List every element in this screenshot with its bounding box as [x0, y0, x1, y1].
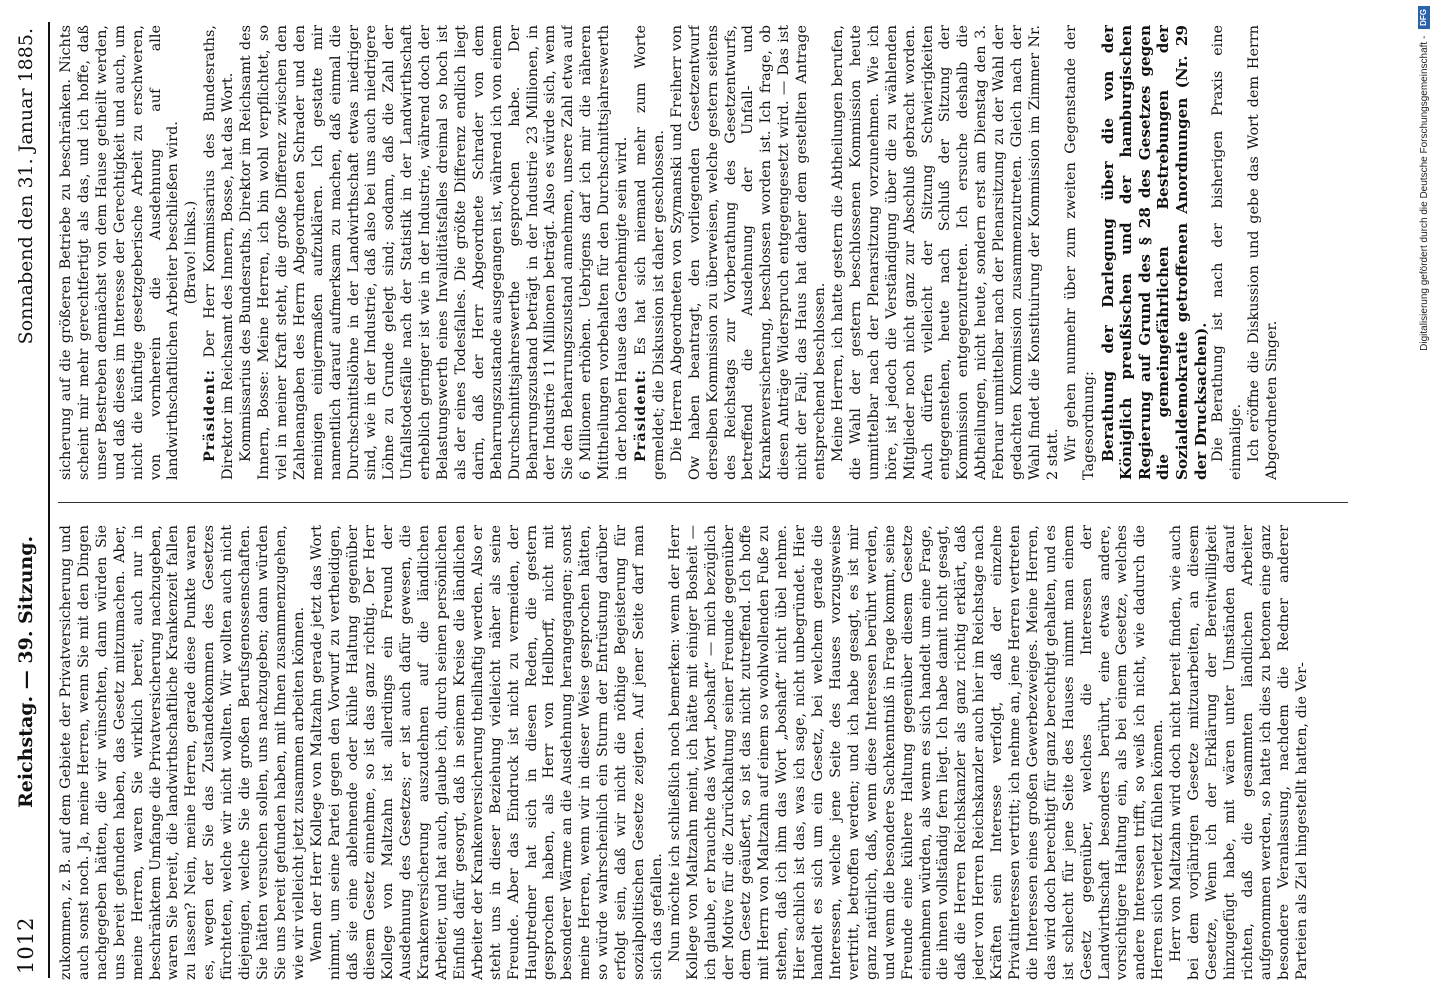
right-paragraph — [632, 25, 669, 480]
left-paragraph: Herr von Maltzahn wird doch nicht bereit finden, wie auch bei dem vorjährigen Gesetze mitzuarbeiten, an diesem Gesetze, Wenn ich der Erklärung der Bereitwilligkeit hinzugefügt habe, mit wären unter Umständen darauf richten, daß die gesammten ländlichen Arbeiter aufgenommen werden, so hatte ich dies zu betonen eine ganz besondere Veranlassung, nachdem die Redner anderer Parteien als Ziel hingestellt hatten, die Ver- — [1168, 525, 1310, 980]
left-paragraph: Nun möchte ich schließlich noch bemerken: wenn der Herr Kollege von Maltzahn meint, ich hätte mit einiger Bosheit — ich glaube, er brauchte das Wort „boshaft“ — mich bezüglich der Motive für die Zurückhaltung seiner Freunde gegenüber dem Gesetz geäußert, so ist das nicht zutreffend. Ich hoffe mit Herrn von Maltzahn auf einem so wohlwollenden Fuße zu stehen, daß ich ihm das Wort „boshaft“ nicht übel nehme. Hier sachlich ist das, was ich sage, nicht unbegründet. Hier handelt es sich um ein Gesetz, bei welchem gerade die Interessen, welche jene Seite des Hauses vorzugsweise vertritt, betroffen werden; und ich habe gesagt, es ist mir ganz natürlich, daß, wenn diese Interessen berührt werden, und wenn die besondere Sachkenntniß in Frage kommt, seine Freunde eine kühlere Haltung gegenüber diesem Gesetze einnehmen würden, als wenn es sich handelt um eine Frage, die ihnen vollständig fern liegt. Ich habe damit nicht gesagt, daß die Herren Reichskanzler als ganz richtig erklärt, daß jeder von Herren Reichskanzler auch hier im Reichstage nach Kräften sein Interesse verfolgt, daß der einzelne Privatinteressen vertritt; ich nehme an, jene Herren vertreten die Interessen eines großen Gewerbezweiges. Meine Herren, das wird doch berechtigt für ganz berechtigt gehalten, und es ist schlecht für jene Seite des Hauses nimmt man einem Gesetz gegenüber, welches die Interessen der Landwirthschaft besonders berührt, eine etwas andere, vorsichtigere Haltung ein, als bei einem Gesetze, welches andere Interessen trifft, so weiß ich nicht, wie dadurch die Herren sich verletzt fühlen können. — [666, 525, 1167, 980]
right-paragraph: Die Herren Abgeordneten von Szymanski und Freiherr von Ow haben beantragt, den vorliegenden Gesetzentwurf derselben Kommission zu überweisen, welche gestern seitens des Reichstags zur Vorberathung des Gesetzentwurfs, betreffend die Ausdehnung der Unfall- und Krankenversicherung, beschlossen worden ist. Ich frage, ob diesen Anträge Widerspruch entgegengesetzt wird. — Das ist nicht der Fall; das Haus hat daher dem gestellten Antrage entsprechend beschlossen. — [668, 25, 829, 480]
page-number: 1012 — [14, 916, 38, 974]
left-paragraph: Wenn der Herr Kollege von Maltzahn gerade jetzt das Wort nimmt, um seine Partei gegen den Vorwurf zu vertheidigen, daß sie eine ablehnende oder kühle Haltung gegenüber diesem Gesetz einnehme, so ist das ganz richtig. Der Herr Kollege von Maltzahn ist allerdings ein Freund der Ausdehnung des Gesetzes; er ist auch dafür gewesen, die Krankenversicherung auszudehnen auf die ländlichen Arbeiter, und hat auch, glaube ich, durch seinen persönlichen Einfluß dafür gesorgt, daß in seinem Kreise die ländlichen Arbeiter der Krankenversicherung theilhaftig werden. Also er steht uns in dieser Beziehung vielleicht näher als seine Freunde. Aber das Eindruck ist nicht zu vermeiden, der Hauptredner hat sich in diesen Reden, die gestern gesprochen haben, als Herr von Hellborff, nicht mit besonderer Wärme an die Ausdehnung herangegangen; sonst meine Herren, wenn wir in dieser Weise gesprochen hätten, so würde wahrscheinlich ein Sturm der Entrüstung darüber erfolgt sein, daß wir nicht die nöthige Begeisterung für sozialpolitischen Gesetze zeigten. Auf jener Seite darf man sich das gefallen. — [308, 525, 665, 980]
digitization-note — [1417, 0, 1432, 1000]
session-title: Reichstag. — 39. Sitzung. — [15, 535, 37, 808]
session-date: Sonnabend den 31. Januar 1885. — [15, 28, 37, 345]
speech-text: Es hat sich niemand mehr zum Worte gemeldet; die Diskussion ist daher geschlossen. — [633, 25, 667, 480]
right-paragraph: Meine Herren, ich hatte gestern die Abtheilungen berufen, die Wahl der gestern beschlossenen Kommission heute unmittelbar nach der Plenarsitzung vorzunehmen. Wie ich höre, ist jedoch die Verständigung über die zu wählenden Mitglieder noch nicht ganz zur Abschluß gebracht worden. Auch dürfen vielleicht der Sitzung Schwierigkeiten entgegenstehen, heute nach Schluß der Sitzung der Kommission entgegenzutreten. Ich ersuche deshalb die Abtheilungen, nicht heute, sondern erst am Dienstag den 3. Februar unmittelbar nach der Plenarsitzung zu der Wahl der gedachten Kommission zusammenzutreten. Gleich nach der Wahl findet die Konstituirung der Kommission im Zimmer Nr. 2 statt. — [829, 25, 1061, 480]
left-text-column — [58, 525, 1348, 980]
speaker-label: Präsident: — [632, 369, 649, 462]
agenda-heading: Berathung der Darlegung über die von der Königlich preußischen und der hamburgischen Regierung auf Grund des § 28 des Gesetzes gegen die gemeingefährlichen Bestrebungen der Sozialdemokratie getroffenen Anordnungen (Nr. 29 der Drucksachen). — [1098, 25, 1210, 480]
right-paragraph — [201, 25, 238, 480]
speaker-label: Präsident: — [201, 369, 219, 462]
right-paragraph: Die Berathung ist nach der bisherigen Praxis eine einmalige. — [1210, 25, 1245, 480]
right-paragraph: Wir gehen nunmehr über zum zweiten Gegenstande der Tagesordnung: — [1062, 25, 1097, 480]
page-header — [4, 22, 50, 978]
speech-text: Der Herr Kommissarius des Bundesraths, Direktor im Reichsamt des Innern, Bosse, hat das Wort. — [202, 25, 237, 480]
right-paragraph: Kommissarius des Bundesraths, Direktor im Reichsamt des Innern, Bosse: Meine Herren, ich bin wohl verpflichtet, so viel in meiner Kraft steht, die große Differenz zwischen den Zahlenangaben des Herrn Abgeordneten Schrader und den meinigen einigermaßen aufzuklären. Ich gestatte mir namentlich darauf aufmerksam zu machen, daß einmal die Durchschnittslöhne in der Landwirthschaft etwas niedriger sind, wie in der Industrie, daß also bei uns auch niedrigere Löhne zu Grunde gelegt sind; sodann, daß die Zahl der Unfallstodesfälle nach der Statistik in der Landwirthschaft erheblich geringer ist wie in der Industrie, während doch der Belastungswerth eines Invaliditätsfalles dreimal so hoch ist als der eines Todesfalles. Die größte Differenz endlich liegt darin, daß der Herr Abgeordnete Schrader von dem Beharrungszustande ausgegangen ist, während ich von einem Durchschnittsjahreswerthe gesprochen habe. Der Beharrungszustand beträgt in der Industrie 23 Millionen, in der Industrie 11 Millionen beträgt. Also es würde sich, wenn Sie den Beharrungszustand annehmen, unsere Zahl etwa auf 6 Millionen erhöhen. Uebrigens darf ich mir die näheren Mittheilungen vorbehalten für den Durchschnittsjahreswerth in der hohen Hause das Genehmigte sein wird. — [238, 25, 631, 480]
applause-note: (Bravo! links.) — [183, 200, 200, 305]
right-paragraph: Ich eröffne die Diskussion und gebe das Wort dem Herrn Abgeordneten Singer. — [1245, 25, 1280, 480]
column-divider — [58, 502, 1348, 503]
digitization-note-text: Digitalisierung gefördert durch die Deutsche Forschungsgemeinschaft - — [1419, 35, 1430, 351]
left-paragraph: zukommen, z. B. auf dem Gebiete der Privatversicherung und auch sonst noch. Ja, meine Herren, wenn Sie mit den Dingen nachgegeben hätten, die wir wünschten, dann würden Sie uns bereit gefunden haben, das Gesetz mitzumachen. Aber, meine Herren, waren Sie wirklich bereit, auch nur in beschränktem Umfange die Privatversicherung nachzugeben, waren Sie bereit, die landwirthschaftliche Krankenzeit fallen zu lassen? Nein, meine Herren, gerade diese Punkte waren es, wegen der Sie das Zustandekommen des Gesetzes fürchteten, welche wir nicht wollten. Wir wollten auch nicht diejenigen, welche Sie die großen Berufsgenossenschaften. Sie hätten versuchen sollen, uns nachzugeben; dann würden Sie uns bereit gefunden haben, mit Ihnen zusammenzugehen, wie wir vielleicht jetzt zusammen arbeiten können. — [58, 525, 307, 980]
right-text-column — [58, 25, 1348, 480]
dfg-logo: DFG — [1418, 6, 1430, 29]
right-paragraph: sicherung auf die größeren Betriebe zu beschränken. Nichts scheint mir mehr gerechtfertigt als das, und ich hoffe, daß unser Bestreben demnächst von dem Hause getheilt werden, und daß dieses im Interesse der Gerechtigkeit und auch, um nicht die künftige gesetzgeberische Arbeit zu erschweren, von vornherein die Ausdehnung auf alle landwirthschaftlichen Arbeiter beschließen wird. — [58, 25, 182, 480]
